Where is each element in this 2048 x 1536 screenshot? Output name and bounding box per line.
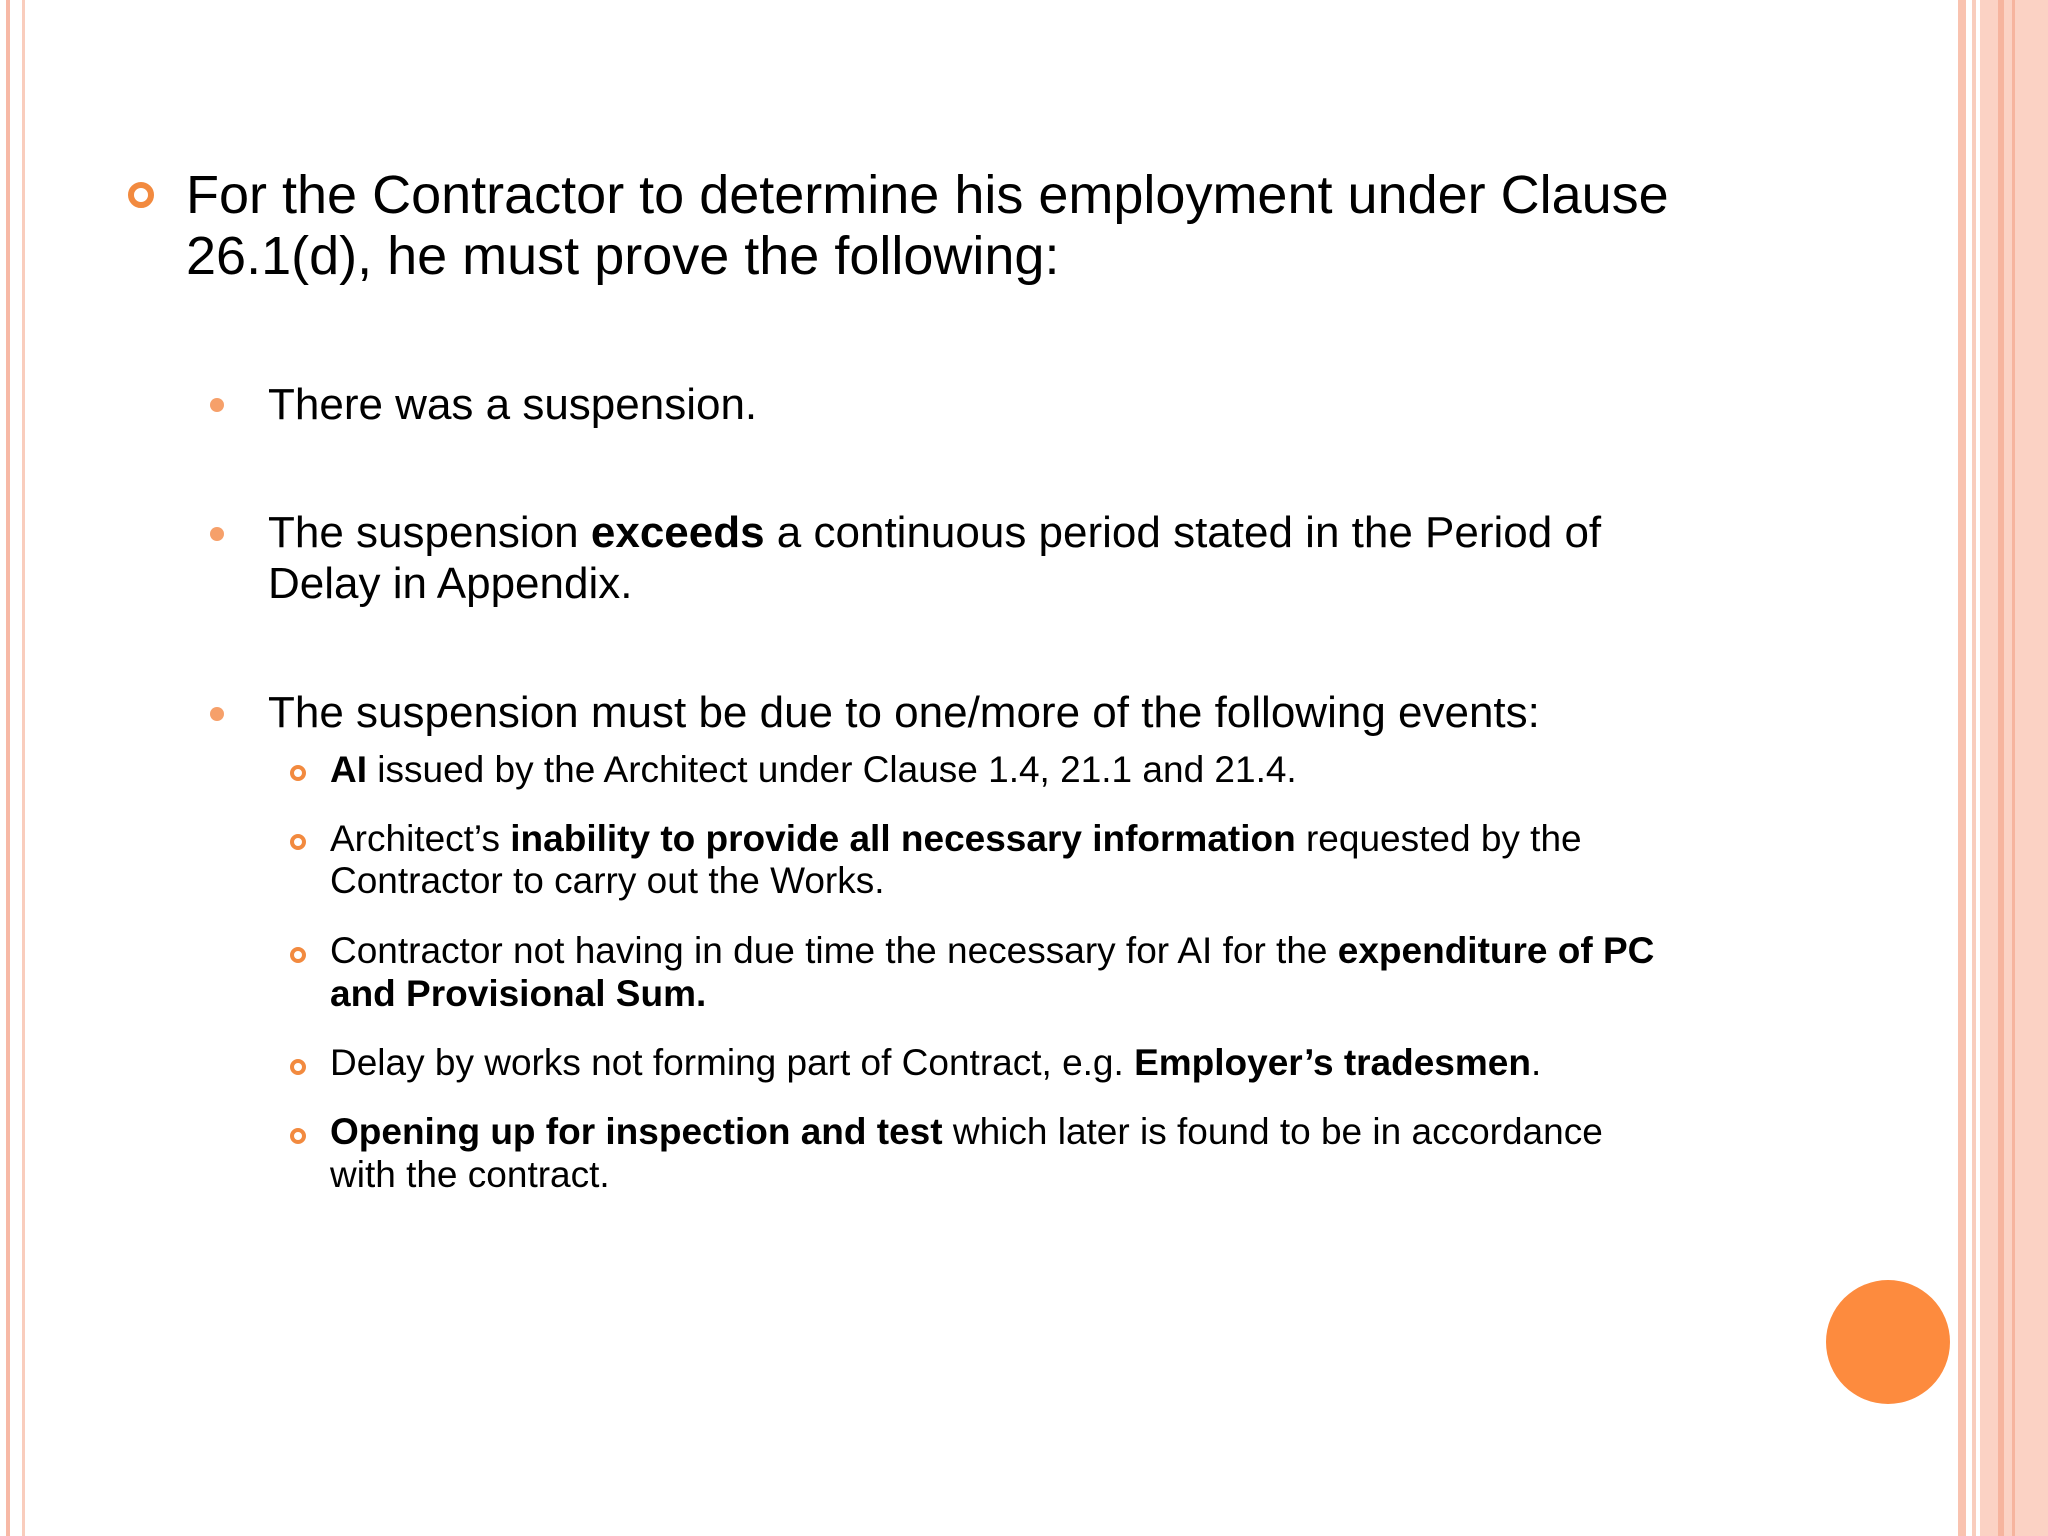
- sub-point-2-line-2: Delay in Appendix.: [268, 559, 633, 608]
- right-border-stripe: [1998, 0, 2004, 1536]
- event-item-5-line-2: with the contract.: [330, 1154, 610, 1195]
- ring-bullet-icon: [290, 1128, 306, 1144]
- event-item-3-line-2: and Provisional Sum.: [330, 973, 707, 1014]
- left-border-line-inner: [22, 0, 25, 1536]
- event-item-2-line-1: Architect’s inability to provide all necessary information requested by the: [330, 818, 1582, 859]
- right-border-stripe: [2012, 0, 2015, 1536]
- event-item-2-line-2: Contractor to carry out the Works.: [330, 860, 885, 901]
- event-item-3-line-1: Contractor not having in due time the necessary for AI for the expenditure of PC: [330, 930, 1655, 971]
- ring-bullet-icon: [290, 765, 306, 781]
- emphasis-exceeds: exceeds: [590, 508, 765, 557]
- event-item-1: AI issued by the Architect under Clause 1.4, 21.1 and 21.4.: [330, 749, 1297, 790]
- left-border-line: [6, 0, 10, 1536]
- dot-bullet-icon: [210, 707, 224, 721]
- ring-bullet-icon: [290, 834, 306, 850]
- sub-point-1: There was a suspension.: [268, 380, 758, 429]
- right-border-stripe: [1958, 0, 1966, 1536]
- sub-point-2-line-1: The suspension exceeds a continuous period stated in the Period of: [268, 508, 1602, 557]
- event-item-5-line-1: Opening up for inspection and test which later is found to be in accordance: [330, 1111, 1603, 1152]
- dot-bullet-icon: [210, 398, 224, 412]
- ring-bullet-icon: [290, 1059, 306, 1075]
- ring-bullet-icon: [290, 947, 306, 963]
- right-border-stripe: [1972, 0, 1976, 1536]
- main-point-line-2: 26.1(d), he must prove the following:: [186, 226, 1060, 286]
- dot-bullet-icon: [210, 527, 224, 541]
- event-item-4: Delay by works not forming part of Contract, e.g. Employer’s tradesmen.: [330, 1042, 1542, 1083]
- main-point-line-1: For the Contractor to determine his employment under Clause: [186, 165, 1669, 225]
- ring-bullet-icon: [128, 182, 154, 208]
- sub-point-3: The suspension must be due to one/more of the following events:: [268, 688, 1540, 737]
- orange-circle-decoration: [1826, 1280, 1950, 1404]
